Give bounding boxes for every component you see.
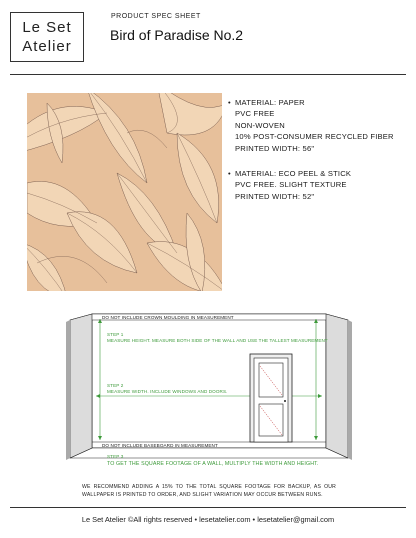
spec-block-paper xyxy=(228,97,394,154)
step3-title: STEP 3 xyxy=(107,454,124,459)
brand-logo xyxy=(10,12,84,62)
step2-text: MEASURE WIDTH. INCLUDE WINDOWS AND DOORS. xyxy=(107,389,228,394)
step1-title: STEP 1 xyxy=(107,332,124,337)
step2-title: STEP 2 xyxy=(107,383,124,388)
spec-line: MATERIAL: PAPER xyxy=(235,98,305,107)
spec-block-peel-stick xyxy=(228,168,351,202)
spec-line: 10% POST-CONSUMER RECYCLED FIBER xyxy=(235,132,394,142)
baseboard-note: DO NOT INCLUDE BASEBOARD IN MEASUREMENT xyxy=(102,443,218,448)
spec-line: NON-WOVEN xyxy=(235,120,285,130)
step3-text: TO GET THE SQUARE FOOTAGE OF A WALL, MULTIPLY THE WIDTH AND HEIGHT. xyxy=(107,461,319,467)
header-divider xyxy=(10,74,406,75)
spec-line: PRINTED WIDTH: 52" xyxy=(235,191,315,201)
bird-of-paradise-pattern-image xyxy=(27,93,222,291)
wallpaper-swatch xyxy=(27,93,222,291)
step1-text: MEASURE HEIGHT. MEASURE BOTH SIDE OF THE WALL AND USE THE TALLEST MEASUREMENT xyxy=(107,338,328,343)
spec-bullet: • xyxy=(228,98,231,107)
spec-bullet: • xyxy=(228,169,231,178)
logo-text-line2: Atelier xyxy=(22,38,72,55)
spec-line: PVC FREE xyxy=(235,109,275,119)
doc-type-label: PRODUCT SPEC SHEET xyxy=(111,13,201,20)
page-title: Bird of Paradise No.2 xyxy=(110,27,244,43)
spec-line: PVC FREE. SLIGHT TEXTURE xyxy=(235,180,347,190)
crown-moulding-note: DO NOT INCLUDE CROWN MOULDING IN MEASUREMENT xyxy=(102,315,234,320)
footer-text: Le Set Atelier ©All rights reserved • lesetatelier.com • lesetatelier@gmail.com xyxy=(81,515,335,524)
measurement-diagram xyxy=(0,300,416,480)
logo-text-line1: Le Set xyxy=(22,19,72,36)
spec-line: PRINTED WIDTH: 56" xyxy=(235,143,315,153)
spec-line: MATERIAL: ECO PEEL & STICK xyxy=(235,169,352,178)
footer-divider xyxy=(10,507,406,508)
backup-recommendation-note: WE RECOMMEND ADDING A 15% TO THE TOTAL SQUARE FOOTAGE FOR BACKUP, AS OUR WALLPAPER IS PRINTED TO ORDER, AND SLIGHT VARIATION MAY OCCUR BETWEEN RUNS. xyxy=(82,484,336,498)
